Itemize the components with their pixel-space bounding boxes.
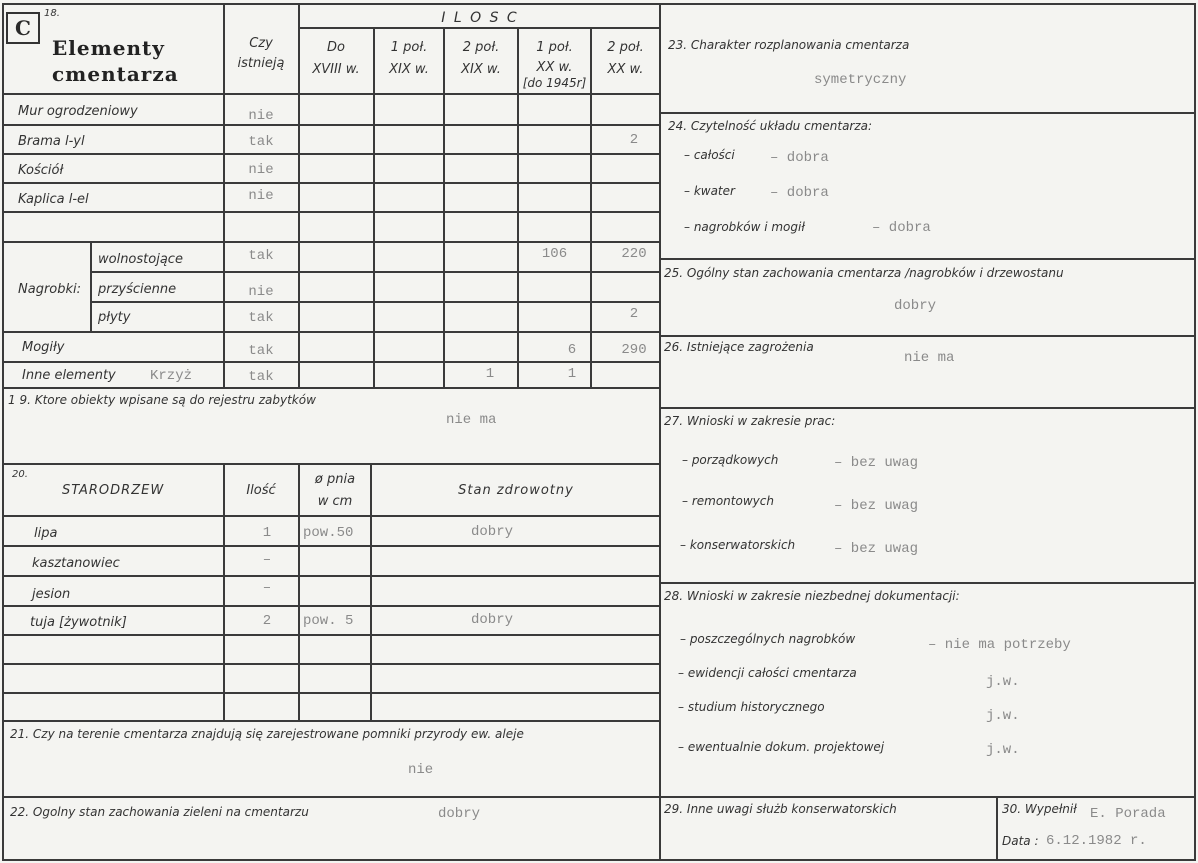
s30-label: 30. Wypełnił — [1002, 802, 1077, 816]
header-bottom — [2, 93, 660, 95]
s24-item1-label: – całości — [684, 148, 735, 162]
s21-label: 21. Czy na terenie cmentarza znajdują się zarejestrowane pomniki przyrody ew. aleje — [10, 727, 524, 741]
ilosc-underline — [298, 27, 660, 29]
s19-value: nie ma — [446, 412, 497, 428]
s27-item1-value: – bez uwag — [834, 455, 919, 471]
right-border — [1194, 3, 1196, 861]
s20-col-starodrzew: STARODRZEW — [62, 483, 165, 498]
s21-value: nie — [408, 762, 434, 778]
period-4-c: [do 1945r] — [522, 76, 587, 90]
period-3-b: XIX w. — [461, 62, 501, 77]
s20-col-stan: Stan zdrowotny — [458, 483, 574, 498]
tree-lipa-diam: pow.50 — [303, 525, 354, 541]
s27-item2-value: – bez uwag — [834, 498, 919, 514]
nagrobki-plyty-exists: tak — [248, 310, 274, 326]
row-kosciol-label: Kościół — [18, 163, 64, 178]
mogily-v4: 6 — [567, 342, 577, 358]
tree-tuja-label: tuja [żywotnik] — [30, 615, 127, 630]
s25-value: dobry — [894, 298, 937, 314]
mogily-label: Mogiły — [22, 340, 65, 355]
s29-label: 29. Inne uwagi służb konserwatorskich — [664, 802, 897, 816]
inne-v4: 1 — [567, 366, 577, 382]
period-3-a: 2 poł. — [462, 40, 500, 55]
tree-jesion-qty: – — [262, 580, 272, 596]
ilosc-header: I L O S C — [441, 10, 519, 26]
s24-label: 24. Czytelność układu cmentarza: — [668, 119, 873, 133]
s28-item1-label: – poszczególnych nagrobków — [680, 632, 856, 646]
s24-item2-label: – kwater — [684, 184, 735, 198]
s28-label: 28. Wnioski w zakresie niezbednej dokumentacji: — [664, 589, 960, 603]
period-2-a: 1 poł. — [390, 40, 428, 55]
s20-number: 20. — [12, 469, 28, 480]
section-letter-box: C — [6, 12, 40, 44]
mogily-v5: 290 — [621, 342, 647, 358]
period-2-b: XIX w. — [389, 62, 429, 77]
row-mur-exists: nie — [248, 108, 274, 124]
s20-col-diam-a: ø pnia — [314, 472, 356, 487]
tree-jesion-label: jesion — [32, 587, 71, 602]
left-border — [2, 3, 4, 861]
tree-lipa-label: lipa — [34, 526, 58, 541]
section-title-line1: Elementy — [52, 36, 165, 60]
period-4-a: 1 poł. — [536, 40, 573, 55]
inne-exists: tak — [248, 369, 274, 385]
nagrobki-plyty-v5: 2 — [629, 306, 639, 322]
s28-item2-value: j.w. — [986, 674, 1020, 690]
tree-lipa-state: dobry — [470, 524, 513, 540]
s27-item1-label: – porządkowych — [682, 453, 779, 467]
s27-item2-label: – remontowych — [682, 494, 774, 508]
tree-tuja-qty: 2 — [262, 613, 272, 629]
inne-value: Krzyż — [150, 368, 193, 384]
nagrobki-wolnostojace-v5: 220 — [621, 246, 647, 262]
tree-kasztanowiec-qty: – — [262, 552, 272, 568]
s30-name: E. Porada — [1090, 806, 1166, 822]
row-kaplica-exists: nie — [248, 188, 274, 204]
s23-label: 23. Charakter rozplanowania cmentarza — [668, 38, 910, 52]
s28-item4-label: – ewentualnie dokum. projektowej — [678, 740, 885, 754]
s28-item1-value: – nie ma potrzeby — [928, 637, 1071, 653]
s20-col-ilosc: Ilość — [246, 483, 276, 498]
s26-value: nie ma — [904, 350, 955, 366]
inne-label: Inne elementy — [22, 368, 116, 383]
period-1-a: Do — [327, 40, 345, 55]
s28-item4-value: j.w. — [986, 742, 1020, 758]
period-5-a: 2 poł. — [607, 40, 644, 55]
nagrobki-przyscienne-label: przyścienne — [98, 282, 177, 297]
row-kosciol-exists: nie — [248, 162, 274, 178]
mogily-exists: tak — [248, 343, 274, 359]
nagrobki-wolnostojace-exists: tak — [248, 248, 274, 264]
s27-item3-value: – bez uwag — [834, 541, 919, 557]
period-5-b: XX w. — [607, 62, 644, 77]
s30-date: 6.12.1982 r. — [1046, 833, 1147, 849]
s28-item2-label: – ewidencji całości cmentarza — [678, 666, 857, 680]
nagrobki-label: Nagrobki: — [18, 282, 82, 297]
s28-item3-label: – studium historycznego — [678, 700, 825, 714]
row-mur-label: Mur ogrodzeniowy — [18, 104, 138, 119]
inne-v3: 1 — [485, 366, 495, 382]
row-brama-label: Brama l-yl — [18, 134, 85, 149]
s26-label: 26. Istniejące zagrożenia — [664, 340, 814, 354]
s22-value: dobry — [438, 806, 481, 822]
s23-value: symetryczny — [814, 72, 907, 88]
tree-tuja-diam: pow. 5 — [303, 613, 354, 629]
s30-date-label: Data : — [1002, 834, 1039, 848]
col-exist-line2: istnieją — [237, 56, 285, 71]
period-1-b: XVIII w. — [312, 62, 360, 77]
row-brama-exists: tak — [248, 134, 274, 150]
s24-item3-label: – nagrobków i mogił — [684, 220, 805, 234]
bottom-border — [2, 859, 1196, 861]
s24-item3-value: – dobra — [872, 220, 931, 236]
tree-tuja-state: dobry — [470, 612, 513, 628]
s24-item2-value: – dobra — [770, 185, 829, 201]
top-border — [2, 3, 1196, 5]
tree-lipa-qty: 1 — [262, 525, 272, 541]
s20-col-diam-b: w cm — [317, 494, 353, 509]
nagrobki-wolnostojace-label: wolnostojące — [98, 252, 183, 267]
nagrobki-przyscienne-exists: nie — [248, 284, 274, 300]
s28-item3-value: j.w. — [986, 708, 1020, 724]
s24-item1-value: – dobra — [770, 150, 829, 166]
nagrobki-plyty-label: płyty — [98, 310, 131, 325]
section-title-line2: cmentarza — [52, 62, 179, 86]
col-exist-line1: Czy — [249, 36, 273, 51]
section-number: 18. — [44, 8, 60, 19]
s22-label: 22. Ogolny stan zachowania zieleni na cmentarzu — [10, 805, 309, 819]
s19-label: 1 9. Ktore obiekty wpisane są do rejestru zabytków — [8, 393, 316, 407]
nagrobki-wolnostojace-v4: 106 — [541, 246, 568, 262]
s27-item3-label: – konserwatorskich — [680, 538, 796, 552]
tree-kasztanowiec-label: kasztanowiec — [32, 556, 120, 571]
period-4-b: XX w. — [536, 60, 573, 75]
s27-label: 27. Wnioski w zakresie prac: — [664, 414, 836, 428]
row-kaplica-label: Kaplica l-el — [18, 192, 89, 207]
s25-label: 25. Ogólny stan zachowania cmentarza /nagrobków i drzewostanu — [664, 266, 1064, 280]
row-brama-v5: 2 — [629, 132, 639, 148]
